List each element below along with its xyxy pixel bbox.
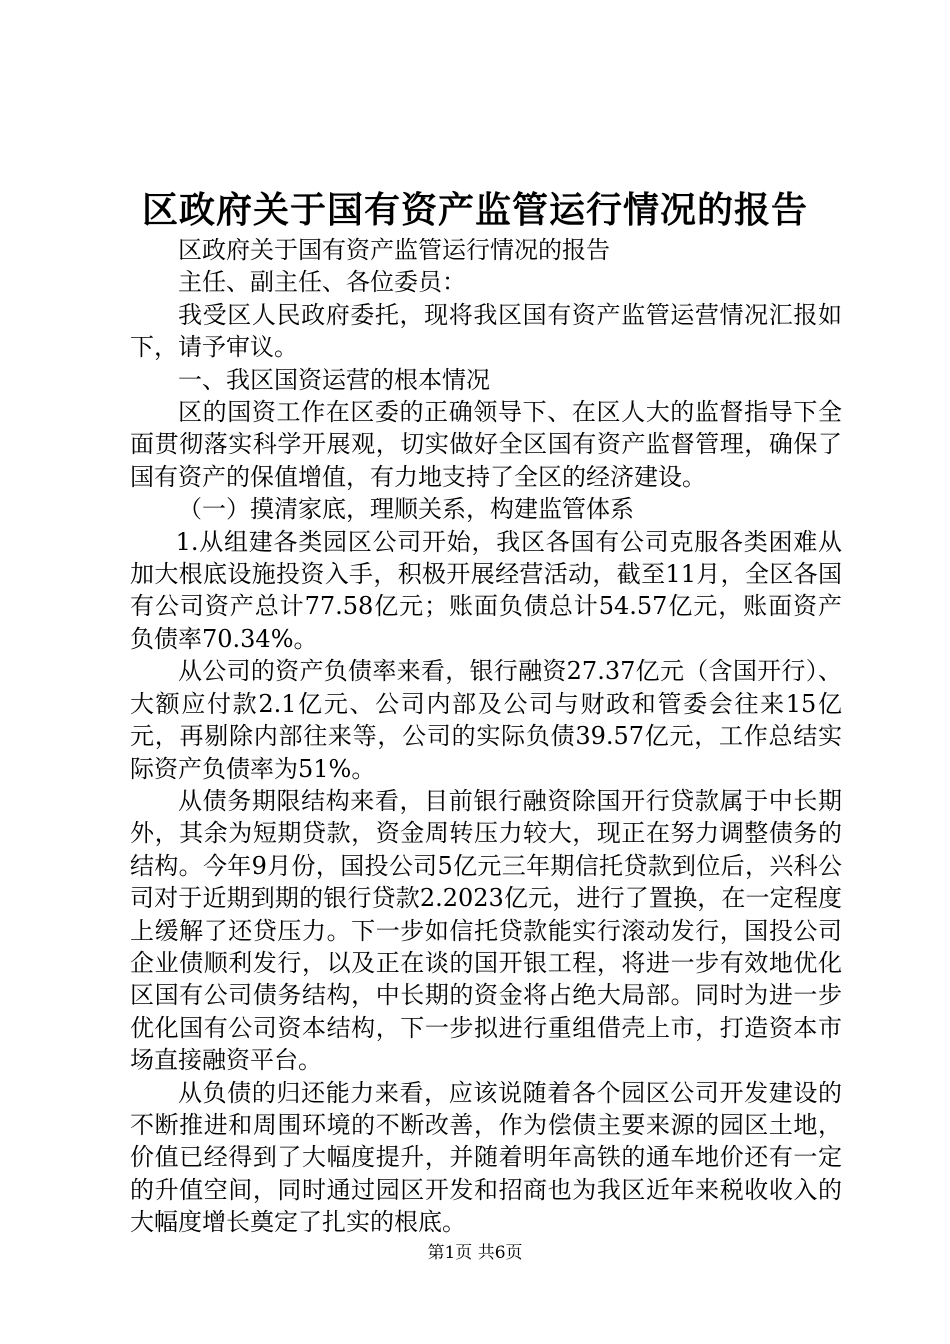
body-paragraph: 1.从组建各类园区公司开始，我区各国有公司克服各类困难从加大根底设施投资入手，积极开展经营活动，截至11月，全区各国有公司资产总计77.58亿元；账面负债总计54.57亿元，账面资产负债率70.34%。 [130,527,842,653]
intro-paragraph: 我受区人民政府委托，现将我区国有资产监管运营情况汇报如下，请予审议。 [130,300,842,362]
body-paragraph: 从负债的归还能力来看，应该说随着各个园区公司开发建设的不断推进和周围环境的不断改善，作为偿债主要来源的园区土地，价值已经得到了大幅度提升，并随着明年高铁的通车地价还有一定的升值空间，同时通过园区开发和招商也为我区近年来税收收入的大幅度增长奠定了扎实的根底。 [130,1078,842,1237]
document-body [130,234,842,1239]
document-title: 区政府关于国有资产监管运行情况的报告 [141,189,808,231]
salutation-paragraph: 主任、副主任、各位委员： [178,268,466,297]
body-paragraph: 从公司的资产负债率来看，银行融资27.37亿元（含国开行）、大额应付款2.1亿元、公司内部及公司与财政和管委会往来15亿元，再剔除内部往来等，公司的实际负债39.57亿元，工作总结实际资产负债率为51%。 [130,657,842,783]
body-paragraph: 区的国资工作在区委的正确领导下、在区人大的监督指导下全面贯彻落实科学开展观，切实做好全区国有资产监督管理，确保了国有资产的保值增值，有力地支持了全区的经济建设。 [130,398,842,491]
section-heading: 一、我区国资运营的根本情况 [178,365,490,394]
subtitle-paragraph: 区政府关于国有资产监管运行情况的报告 [178,236,610,264]
body-paragraph: 从债务期限结构来看，目前银行融资除国开行贷款属于中长期外，其余为短期贷款，资金周转压力较大，现正在努力调整债务的结构。今年9月份，国投公司5亿元三年期信托贷款到位后，兴科公司对于近期到期的银行贷款2.2023亿元，进行了置换，在一定程度上缓解了还贷压力。下一步如信托贷款能实行滚动发行，国投公司企业债顺利发行，以及正在谈的国开银工程，将进一步有效地优化区国有公司债务结构，中长期的资金将占绝大局部。同时为进一步优化国有公司资本结构，下一步拟进行重组借壳上市，打造资本市场直接融资平台。 [130,786,842,1075]
subsection-heading: （一）摸清家底，理顺关系，构建监管体系 [178,495,634,524]
page-number-footer: 第1页 共6页 [427,1243,523,1263]
